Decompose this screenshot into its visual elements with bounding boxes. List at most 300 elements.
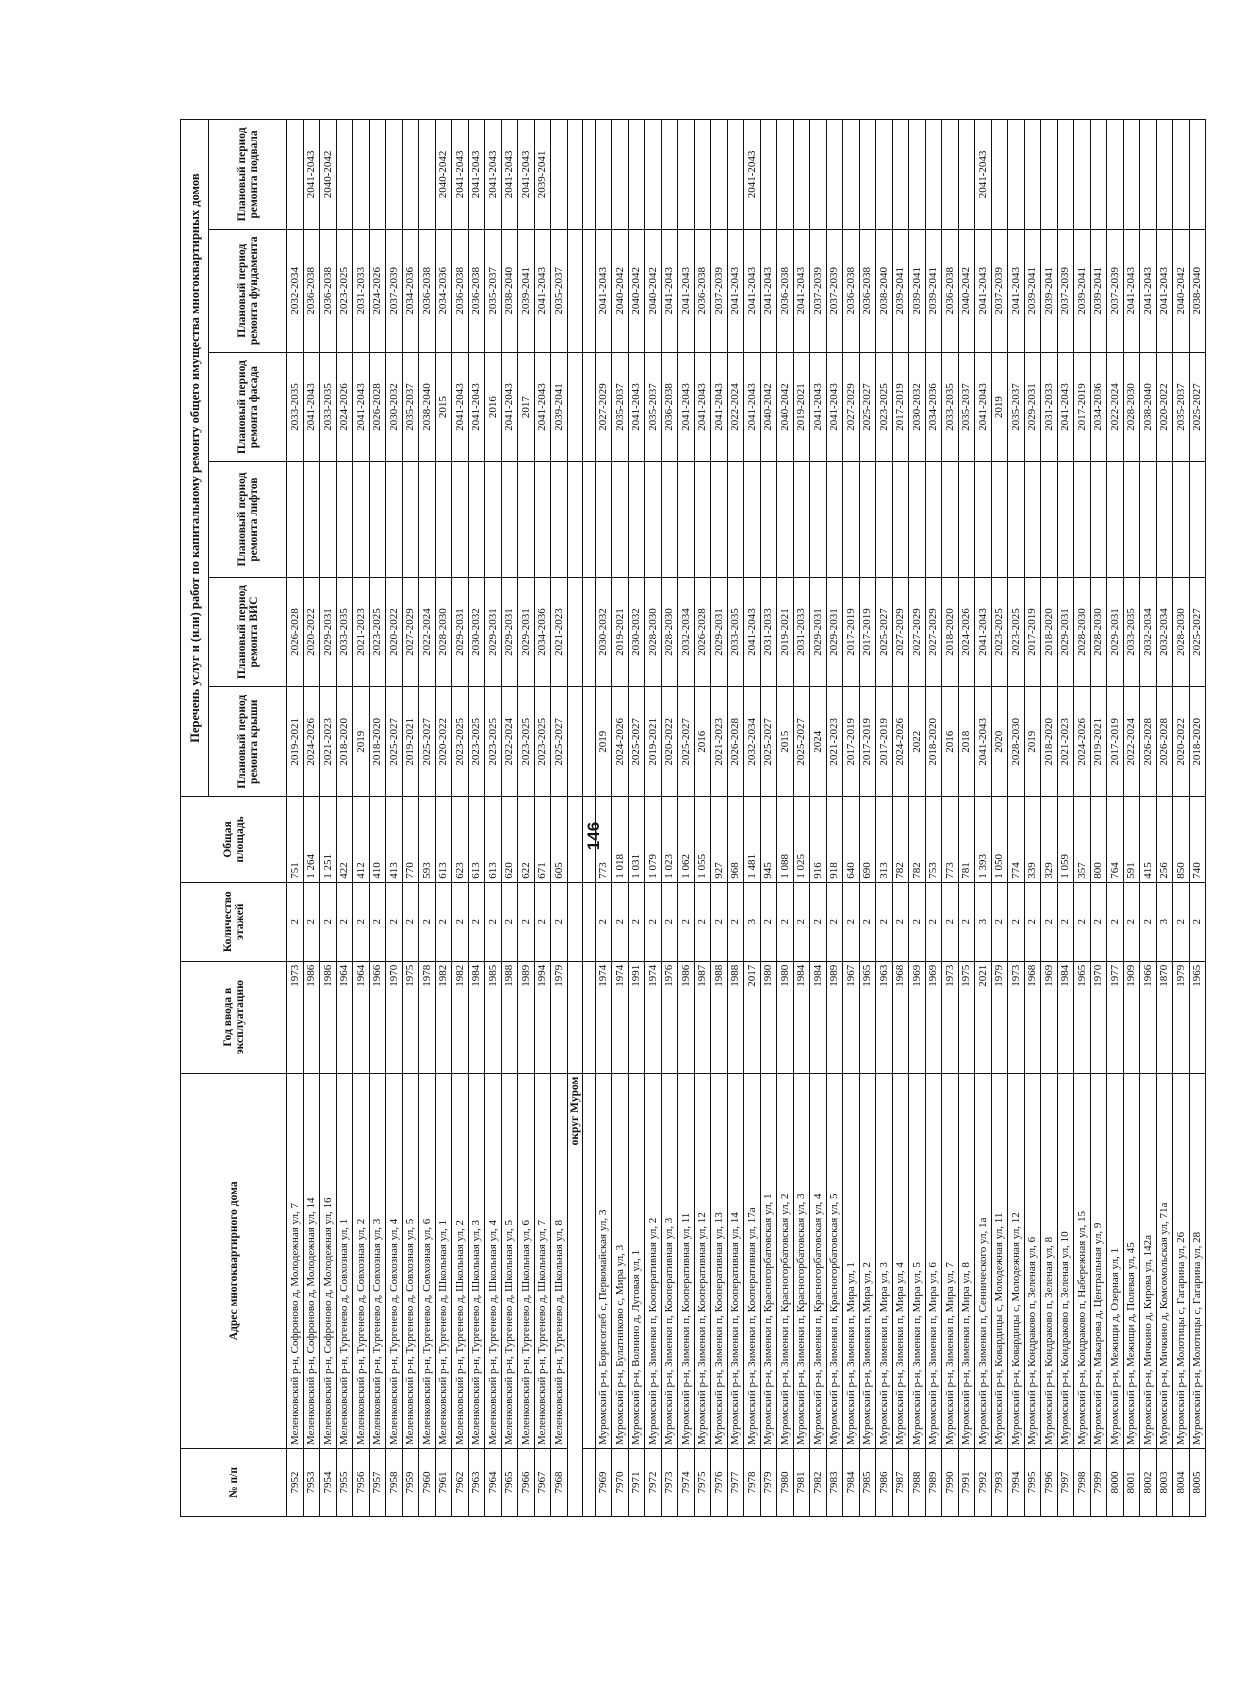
cell-year: 1968 (892, 961, 909, 1073)
header-vis: Плановый период ремонта ВИС (209, 577, 287, 687)
cell-basement: 2040-2042 (435, 120, 452, 230)
cell-foundation: 2038-2040 (501, 229, 518, 352)
cell-area: 774 (1008, 797, 1025, 883)
cell-roof: 2019 (595, 687, 612, 797)
cell-year: 1965 (1074, 961, 1091, 1073)
cell-area: 1 088 (777, 797, 794, 883)
cell-facade: 2017-2019 (892, 352, 909, 462)
cell-floors: 2 (1107, 882, 1124, 961)
cell-roof: 2022 (909, 687, 926, 797)
table-row (1041, 120, 1058, 1517)
cell-vis: 2033-2035 (727, 577, 744, 687)
cell-foundation: 2035-2037 (485, 229, 502, 352)
cell-area: 1 393 (975, 797, 992, 883)
cell-year: 1964 (336, 961, 353, 1073)
cell-number: 8000 (1107, 1448, 1124, 1516)
cell-basement (942, 120, 959, 230)
cell-floors: 2 (1090, 882, 1107, 961)
cell-foundation: 2037-2039 (826, 229, 843, 352)
cell-foundation: 2041-2043 (744, 229, 761, 352)
table-row (595, 120, 612, 1517)
cell-area: 623 (452, 797, 469, 883)
cell-vis: 2031-2033 (793, 577, 810, 687)
cell-basement (1074, 120, 1091, 230)
cell-floors: 2 (793, 882, 810, 961)
cell-basement (760, 120, 777, 230)
cell-floors: 2 (760, 882, 777, 961)
cell-foundation: 2038-2040 (876, 229, 893, 352)
cell-roof: 2024-2026 (1074, 687, 1091, 797)
cell-vis: 2026-2028 (694, 577, 711, 687)
cell-number: 7977 (727, 1448, 744, 1516)
cell-foundation: 2041-2043 (760, 229, 777, 352)
cell-area: 256 (1156, 797, 1173, 883)
cell-vis: 2018-2020 (1041, 577, 1058, 687)
cell-vis: 2041-2043 (744, 577, 761, 687)
cell-basement (336, 120, 353, 230)
cell-basement (628, 120, 645, 230)
cell-lifts (909, 462, 926, 577)
cell-foundation: 2036-2038 (777, 229, 794, 352)
cell-foundation: 2036-2038 (942, 229, 959, 352)
cell-facade: 2016 (485, 352, 502, 462)
cell-basement: 2041-2043 (975, 120, 992, 230)
cell-lifts (777, 462, 794, 577)
cell-vis: 2017-2019 (1024, 577, 1041, 687)
table-row (501, 120, 518, 1517)
cell-lifts (1090, 462, 1107, 577)
table-row (287, 120, 304, 1517)
cell-facade: 2027-2029 (595, 352, 612, 462)
cell-floors: 2 (727, 882, 744, 961)
cell-area: 1 050 (991, 797, 1008, 883)
cell-basement: 2041-2043 (744, 120, 761, 230)
cell-number: 7999 (1090, 1448, 1107, 1516)
cell-floors: 2 (1024, 882, 1041, 961)
cell-roof: 2022-2024 (1123, 687, 1140, 797)
cell-year: 1989 (518, 961, 535, 1073)
table-row (744, 120, 761, 1517)
cell-area: 671 (534, 797, 551, 883)
cell-number: 8002 (1140, 1448, 1157, 1516)
cell-number: 8004 (1173, 1448, 1190, 1516)
cell-lifts (287, 462, 304, 577)
cell-address: Меленковский р-н, Тургенево д, Школьная ул, 7 (534, 1073, 551, 1448)
cell-area: 640 (843, 797, 860, 883)
cell-lifts (1041, 462, 1058, 577)
cell-vis: 2029-2031 (485, 577, 502, 687)
cell-facade: 2025-2027 (1189, 352, 1206, 462)
cell-basement (661, 120, 678, 230)
cell-foundation: 2040-2042 (612, 229, 629, 352)
cell-basement (793, 120, 810, 230)
cell-floors: 2 (551, 882, 568, 961)
cell-lifts (1189, 462, 1206, 577)
cell-year: 1975 (402, 961, 419, 1073)
cell-year: 1988 (501, 961, 518, 1073)
cell-floors: 2 (1140, 882, 1157, 961)
table-row (320, 120, 337, 1517)
cell-year: 1968 (1024, 961, 1041, 1073)
cell-floors: 3 (744, 882, 761, 961)
cell-area: 620 (501, 797, 518, 883)
cell-floors: 2 (612, 882, 629, 961)
cell-year: 1979 (1173, 961, 1190, 1073)
cell-facade: 2033-2035 (320, 352, 337, 462)
cell-year: 1967 (843, 961, 860, 1073)
cell-foundation: 2041-2043 (1008, 229, 1025, 352)
cell-year: 1965 (1189, 961, 1206, 1073)
cell-vis: 2023-2025 (991, 577, 1008, 687)
cell-vis: 2029-2031 (452, 577, 469, 687)
cell-lifts (1024, 462, 1041, 577)
cell-address: Муромский р-н, Кондраково п, Зеленая ул, 6 (1024, 1073, 1041, 1448)
cell-basement (1057, 120, 1074, 230)
cell-vis: 2025-2027 (1189, 577, 1206, 687)
table-row (727, 120, 744, 1517)
table-row (826, 120, 843, 1517)
cell-floors: 2 (353, 882, 370, 961)
cell-year: 1964 (353, 961, 370, 1073)
cell-basement: 2041-2043 (452, 120, 469, 230)
cell-floors: 2 (386, 882, 403, 961)
cell-number: 7964 (485, 1448, 502, 1516)
cell-facade: 2035-2037 (1008, 352, 1025, 462)
cell-roof: 2025-2027 (551, 687, 568, 797)
cell-foundation: 2037-2039 (991, 229, 1008, 352)
cell-address: Меленковский р-н, Тургенево д, Совхозная ул, 2 (353, 1073, 370, 1448)
cell-year: 1986 (678, 961, 695, 1073)
table-row (661, 120, 678, 1517)
table-row (876, 120, 893, 1517)
cell-lifts (991, 462, 1008, 577)
cell-year: 1974 (595, 961, 612, 1073)
table-row (336, 120, 353, 1517)
table-row (975, 120, 992, 1517)
cell-roof: 2023-2025 (534, 687, 551, 797)
cell-year: 1979 (551, 961, 568, 1073)
cell-facade: 2041-2043 (353, 352, 370, 462)
cell-area: 415 (1140, 797, 1157, 883)
cell-basement (1173, 120, 1190, 230)
cell-foundation: 2036-2038 (419, 229, 436, 352)
header-address: Адрес многоквартирного дома (181, 1073, 287, 1448)
cell-facade: 2035-2037 (612, 352, 629, 462)
cell-number: 7952 (287, 1448, 304, 1516)
cell-roof: 2020 (991, 687, 1008, 797)
cell-year: 1974 (612, 961, 629, 1073)
cell-vis: 2028-2030 (645, 577, 662, 687)
cell-year: 2021 (975, 961, 992, 1073)
table-row (485, 120, 502, 1517)
cell-roof: 2018 (958, 687, 975, 797)
cell-area: 945 (760, 797, 777, 883)
cell-address: Муромский р-н, Зименки п, Красногорбатовская ул, 2 (777, 1073, 794, 1448)
table-row (1173, 120, 1190, 1517)
cell-number: 7979 (760, 1448, 777, 1516)
cell-facade: 2041-2043 (826, 352, 843, 462)
cell-vis: 2029-2031 (320, 577, 337, 687)
cell-address: Муромский р-н, Зименки п, Кооперативная ул, 17а (744, 1073, 761, 1448)
table-row (435, 120, 452, 1517)
cell-foundation: 2024-2026 (369, 229, 386, 352)
cell-facade: 2022-2024 (727, 352, 744, 462)
cell-floors: 2 (645, 882, 662, 961)
cell-vis: 2029-2031 (1107, 577, 1124, 687)
header-area: Общая площадь (181, 797, 287, 883)
cell-area: 422 (336, 797, 353, 883)
cell-roof: 2017-2019 (859, 687, 876, 797)
cell-floors: 2 (468, 882, 485, 961)
cell-floors: 2 (1041, 882, 1058, 961)
cell-address: Меленковский р-н, Тургенево д, Школьная ул, 6 (518, 1073, 535, 1448)
cell-area: 413 (386, 797, 403, 883)
cell-area: 927 (711, 797, 728, 883)
cell-roof: 2025-2027 (386, 687, 403, 797)
cell-basement (1024, 120, 1041, 230)
cell-lifts (958, 462, 975, 577)
cell-address: Муромский р-н, Зименки п, Мира ул, 6 (925, 1073, 942, 1448)
cell-vis: 2020-2022 (386, 577, 403, 687)
cell-facade: 2041-2043 (975, 352, 992, 462)
cell-foundation: 2037-2039 (1057, 229, 1074, 352)
cell-number: 7967 (534, 1448, 551, 1516)
cell-roof: 2019-2021 (1090, 687, 1107, 797)
cell-lifts (518, 462, 535, 577)
cell-foundation: 2041-2043 (1123, 229, 1140, 352)
cell-foundation: 2039-2041 (1090, 229, 1107, 352)
cell-vis: 2032-2034 (1156, 577, 1173, 687)
cell-floors: 2 (534, 882, 551, 961)
cell-floors: 2 (336, 882, 353, 961)
cell-year: 1984 (810, 961, 827, 1073)
cell-floors: 2 (501, 882, 518, 961)
cell-facade: 2019-2021 (793, 352, 810, 462)
cell-facade: 2031-2033 (1041, 352, 1058, 462)
cell-address: Муромский р-н, Булатниково с, Мира ул, 3 (612, 1073, 629, 1448)
cell-foundation: 2037-2039 (386, 229, 403, 352)
cell-floors: 2 (991, 882, 1008, 961)
district-label: округ Муром (567, 1073, 582, 1516)
cell-vis: 2029-2031 (826, 577, 843, 687)
cell-foundation: 2040-2042 (628, 229, 645, 352)
cell-roof: 2022-2024 (501, 687, 518, 797)
cell-address: Меленковский р-н, Тургенево д, Совхозная ул, 3 (369, 1073, 386, 1448)
cell-basement (287, 120, 304, 230)
cell-lifts (1074, 462, 1091, 577)
cell-address: Муромский р-н, Мичкино д, Кирова ул, 142а (1140, 1073, 1157, 1448)
cell-year: 1989 (826, 961, 843, 1073)
cell-floors: 2 (661, 882, 678, 961)
cell-vis: 2023-2025 (369, 577, 386, 687)
cell-vis: 2029-2031 (1057, 577, 1074, 687)
cell-number: 7991 (958, 1448, 975, 1516)
table-row (612, 120, 629, 1517)
cell-foundation: 2036-2038 (859, 229, 876, 352)
cell-foundation: 2041-2043 (727, 229, 744, 352)
cell-floors: 2 (402, 882, 419, 961)
cell-lifts (468, 462, 485, 577)
cell-area: 690 (859, 797, 876, 883)
table-row (678, 120, 695, 1517)
cell-roof: 2018-2020 (925, 687, 942, 797)
table-row (1074, 120, 1091, 1517)
cell-foundation: 2041-2043 (661, 229, 678, 352)
cell-address: Муромский р-н, Зименки п, Красногорбатовская ул, 5 (826, 1073, 843, 1448)
cell-vis: 2032-2034 (1140, 577, 1157, 687)
cell-facade: 2029-2031 (1024, 352, 1041, 462)
cell-number: 7990 (942, 1448, 959, 1516)
cell-foundation: 2034-2036 (402, 229, 419, 352)
cell-facade: 2041-2043 (711, 352, 728, 462)
cell-vis: 2028-2030 (1090, 577, 1107, 687)
spacer-row (582, 120, 595, 1517)
cell-number: 7969 (595, 1448, 612, 1516)
cell-vis: 2025-2027 (876, 577, 893, 687)
cell-lifts (876, 462, 893, 577)
cell-foundation: 2036-2038 (320, 229, 337, 352)
cell-roof: 2020-2022 (1173, 687, 1190, 797)
cell-address: Муромский р-н, Ковардицы с, Молодежная ул, 11 (991, 1073, 1008, 1448)
cell-vis: 2030-2032 (595, 577, 612, 687)
cell-vis: 2028-2030 (1074, 577, 1091, 687)
cell-area: 1 062 (678, 797, 695, 883)
cell-number: 7965 (501, 1448, 518, 1516)
cell-vis: 2028-2030 (1173, 577, 1190, 687)
cell-foundation: 2039-2041 (1041, 229, 1058, 352)
cell-lifts (925, 462, 942, 577)
cell-floors: 2 (876, 882, 893, 961)
table-row (534, 120, 551, 1517)
cell-foundation: 2041-2043 (1156, 229, 1173, 352)
cell-roof: 2019 (1024, 687, 1041, 797)
cell-year: 1970 (1090, 961, 1107, 1073)
table-row (810, 120, 827, 1517)
cell-year: 1974 (645, 961, 662, 1073)
cell-year: 1982 (452, 961, 469, 1073)
table-row (468, 120, 485, 1517)
cell-roof: 2021-2023 (320, 687, 337, 797)
cell-foundation: 2040-2042 (958, 229, 975, 352)
cell-lifts (386, 462, 403, 577)
cell-basement (353, 120, 370, 230)
cell-address: Муромский р-н, Зименки п, Кооперативная ул, 3 (661, 1073, 678, 1448)
cell-year: 2017 (744, 961, 761, 1073)
cell-basement: 2041-2043 (501, 120, 518, 230)
cell-year: 1966 (1140, 961, 1157, 1073)
cell-roof: 2015 (777, 687, 794, 797)
table-row (925, 120, 942, 1517)
cell-facade: 2035-2037 (645, 352, 662, 462)
table-row (711, 120, 728, 1517)
cell-vis: 2022-2024 (419, 577, 436, 687)
cell-roof: 2024-2026 (612, 687, 629, 797)
cell-number: 7972 (645, 1448, 662, 1516)
table-row (859, 120, 876, 1517)
cell-foundation: 2040-2042 (1173, 229, 1190, 352)
cell-area: 412 (353, 797, 370, 883)
cell-basement: 2039-2041 (534, 120, 551, 230)
cell-area: 613 (435, 797, 452, 883)
cell-lifts (826, 462, 843, 577)
header-lifts: Плановый период ремонта лифтов (209, 462, 287, 577)
cell-address: Муромский р-н, Зименки п, Мира ул, 5 (909, 1073, 926, 1448)
cell-floors: 2 (287, 882, 304, 961)
cell-year: 1984 (793, 961, 810, 1073)
cell-roof: 2025-2027 (628, 687, 645, 797)
cell-area: 339 (1024, 797, 1041, 883)
cell-foundation: 2041-2043 (975, 229, 992, 352)
cell-basement (1140, 120, 1157, 230)
cell-roof: 2017-2019 (843, 687, 860, 797)
cell-address: Муромский р-н, Межищи д, Озерная ул, 1 (1107, 1073, 1124, 1448)
cell-facade: 2030-2032 (909, 352, 926, 462)
cell-vis: 2026-2028 (287, 577, 304, 687)
cell-number: 7996 (1041, 1448, 1058, 1516)
cell-number: 7976 (711, 1448, 728, 1516)
cell-foundation: 2041-2043 (793, 229, 810, 352)
cell-lifts (661, 462, 678, 577)
cell-area: 764 (1107, 797, 1124, 883)
cell-number: 7968 (551, 1448, 568, 1516)
cell-area: 1 025 (793, 797, 810, 883)
table-row (369, 120, 386, 1517)
cell-floors: 2 (694, 882, 711, 961)
cell-facade: 2036-2038 (661, 352, 678, 462)
cell-lifts (727, 462, 744, 577)
cell-roof: 2025-2027 (760, 687, 777, 797)
cell-lifts (859, 462, 876, 577)
cell-area: 740 (1189, 797, 1206, 883)
cell-roof: 2018-2020 (369, 687, 386, 797)
cell-lifts (744, 462, 761, 577)
register-sheet (180, 119, 1240, 1517)
cell-facade: 2034-2036 (925, 352, 942, 462)
table-body-melenki (287, 120, 568, 1517)
table-row (909, 120, 926, 1517)
cell-vis: 2029-2031 (501, 577, 518, 687)
cell-vis: 2018-2020 (942, 577, 959, 687)
cell-lifts (843, 462, 860, 577)
cell-facade: 2041-2043 (694, 352, 711, 462)
header-year: Год ввода в эксплуатацию (181, 961, 287, 1073)
cell-facade: 2033-2035 (942, 352, 959, 462)
cell-number: 7986 (876, 1448, 893, 1516)
cell-address: Муромский р-н, Молотицы с, Гагарина ул, 28 (1189, 1073, 1206, 1448)
cell-address: Муромский р-н, Ковардицы с, Молодежная ул, 12 (1008, 1073, 1025, 1448)
cell-facade: 2038-2040 (1140, 352, 1157, 462)
cell-lifts (628, 462, 645, 577)
cell-address: Муромский р-н, Зименки п, Мира ул, 7 (942, 1073, 959, 1448)
cell-year: 1976 (661, 961, 678, 1073)
cell-roof: 2020-2022 (435, 687, 452, 797)
cell-address: Муромский р-н, Зименки п, Красногорбатовская ул, 4 (810, 1073, 827, 1448)
cell-number: 7993 (991, 1448, 1008, 1516)
cell-floors: 2 (859, 882, 876, 961)
cell-facade: 2041-2043 (1057, 352, 1074, 462)
cell-basement (1156, 120, 1173, 230)
cell-roof: 2021-2023 (1057, 687, 1074, 797)
cell-floors: 2 (628, 882, 645, 961)
cell-area: 1 079 (645, 797, 662, 883)
page-number: 146 (584, 821, 603, 851)
cell-area: 613 (468, 797, 485, 883)
cell-floors: 2 (810, 882, 827, 961)
cell-number: 7970 (612, 1448, 629, 1516)
cell-floors: 2 (826, 882, 843, 961)
cell-foundation: 2023-2025 (336, 229, 353, 352)
cell-floors: 2 (1123, 882, 1140, 961)
